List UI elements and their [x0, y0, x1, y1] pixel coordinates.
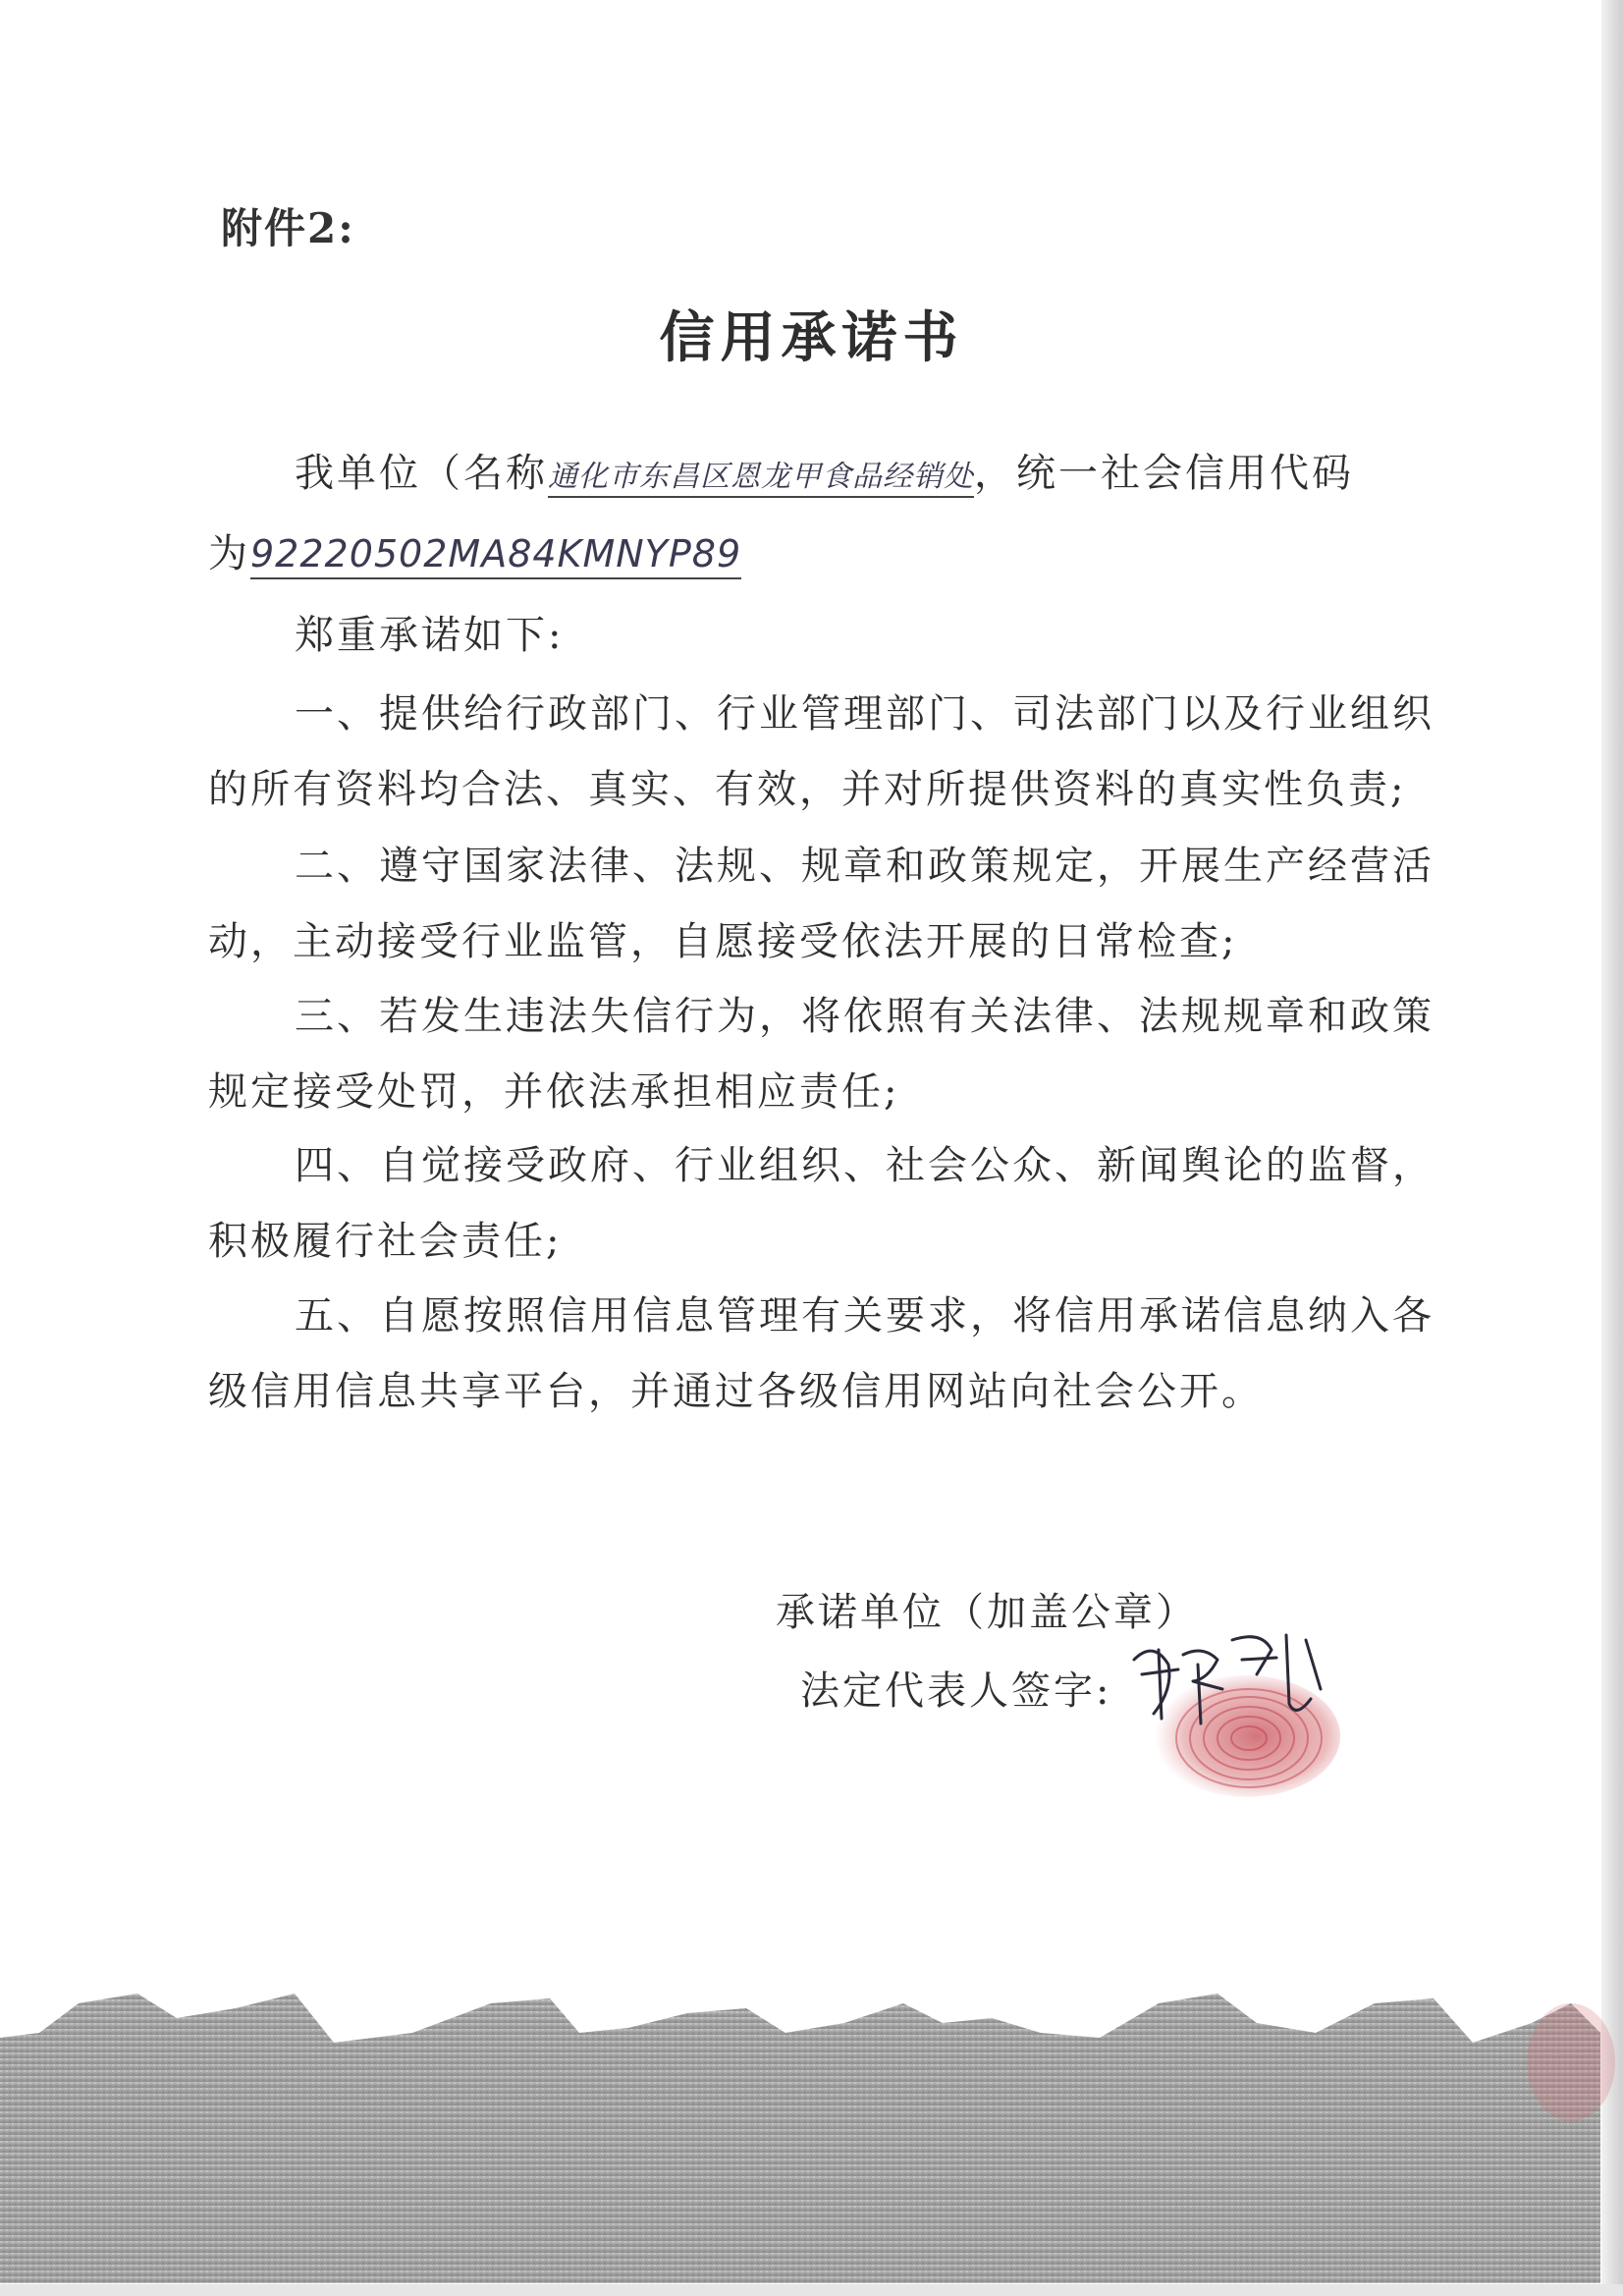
committing-unit-label: 承诺单位（加盖公章） — [776, 1590, 1198, 1635]
unit-name-handwritten: 通化市东昌区恩龙甲食品经销处 — [548, 460, 974, 498]
document-title: 信用承诺书 — [659, 305, 964, 370]
credit-code-handwritten: 92220502MA84KMNYP89 — [250, 532, 741, 579]
paragraph-5-line-2: 级信用信息共享平台，并通过各级信用网站向社会公开。 — [208, 1369, 1264, 1414]
paragraph-3-line-2: 规定接受处罚，并依法承担相应责任; — [208, 1069, 900, 1115]
paragraph-2-line-1: 二、遵守国家法律、法规、规章和政策规定，开展生产经营活 — [295, 844, 1434, 889]
intro-prefix: 我单位（名称 — [295, 451, 548, 496]
scan-bottom-edge — [0, 2284, 1623, 2296]
legal-rep-label: 法定代表人签字: — [800, 1668, 1112, 1714]
handwritten-signature — [1124, 1620, 1340, 1738]
paragraph-5-line-1: 五、自愿按照信用信息管理有关要求，将信用承诺信息纳入各 — [295, 1293, 1434, 1339]
paragraph-1-line-2: 的所有资料均合法、真实、有效，并对所提供资料的真实性负责; — [208, 767, 1407, 812]
paragraph-4-line-1: 四、自觉接受政府、行业组织、社会公众、新闻舆论的监督， — [295, 1143, 1434, 1188]
paragraph-1-line-1: 一、提供给行政部门、行业管理部门、司法部门以及行业组织 — [295, 691, 1434, 737]
code-prefix: 为 — [208, 531, 250, 576]
commit-heading: 郑重承诺如下: — [295, 613, 565, 658]
paragraph-4-line-2: 积极履行社会责任; — [208, 1219, 563, 1264]
decorative-mountain-band — [0, 1964, 1623, 2296]
paragraph-3-line-1: 三、若发生违法失信行为，将依照有关法律、法规规章和政策 — [295, 994, 1434, 1039]
intro-suffix: 统一社会信用代码 — [1016, 451, 1354, 496]
attachment-label: 附件2: — [221, 204, 355, 252]
credit-code-line — [208, 522, 741, 578]
paragraph-2-line-2: 动，主动接受行业监管，自愿接受依法开展的日常检查; — [208, 919, 1238, 964]
intro-line: 我单位（名称通化市东昌区恩龙甲食品经销处，统一社会信用代码 — [295, 451, 1354, 496]
